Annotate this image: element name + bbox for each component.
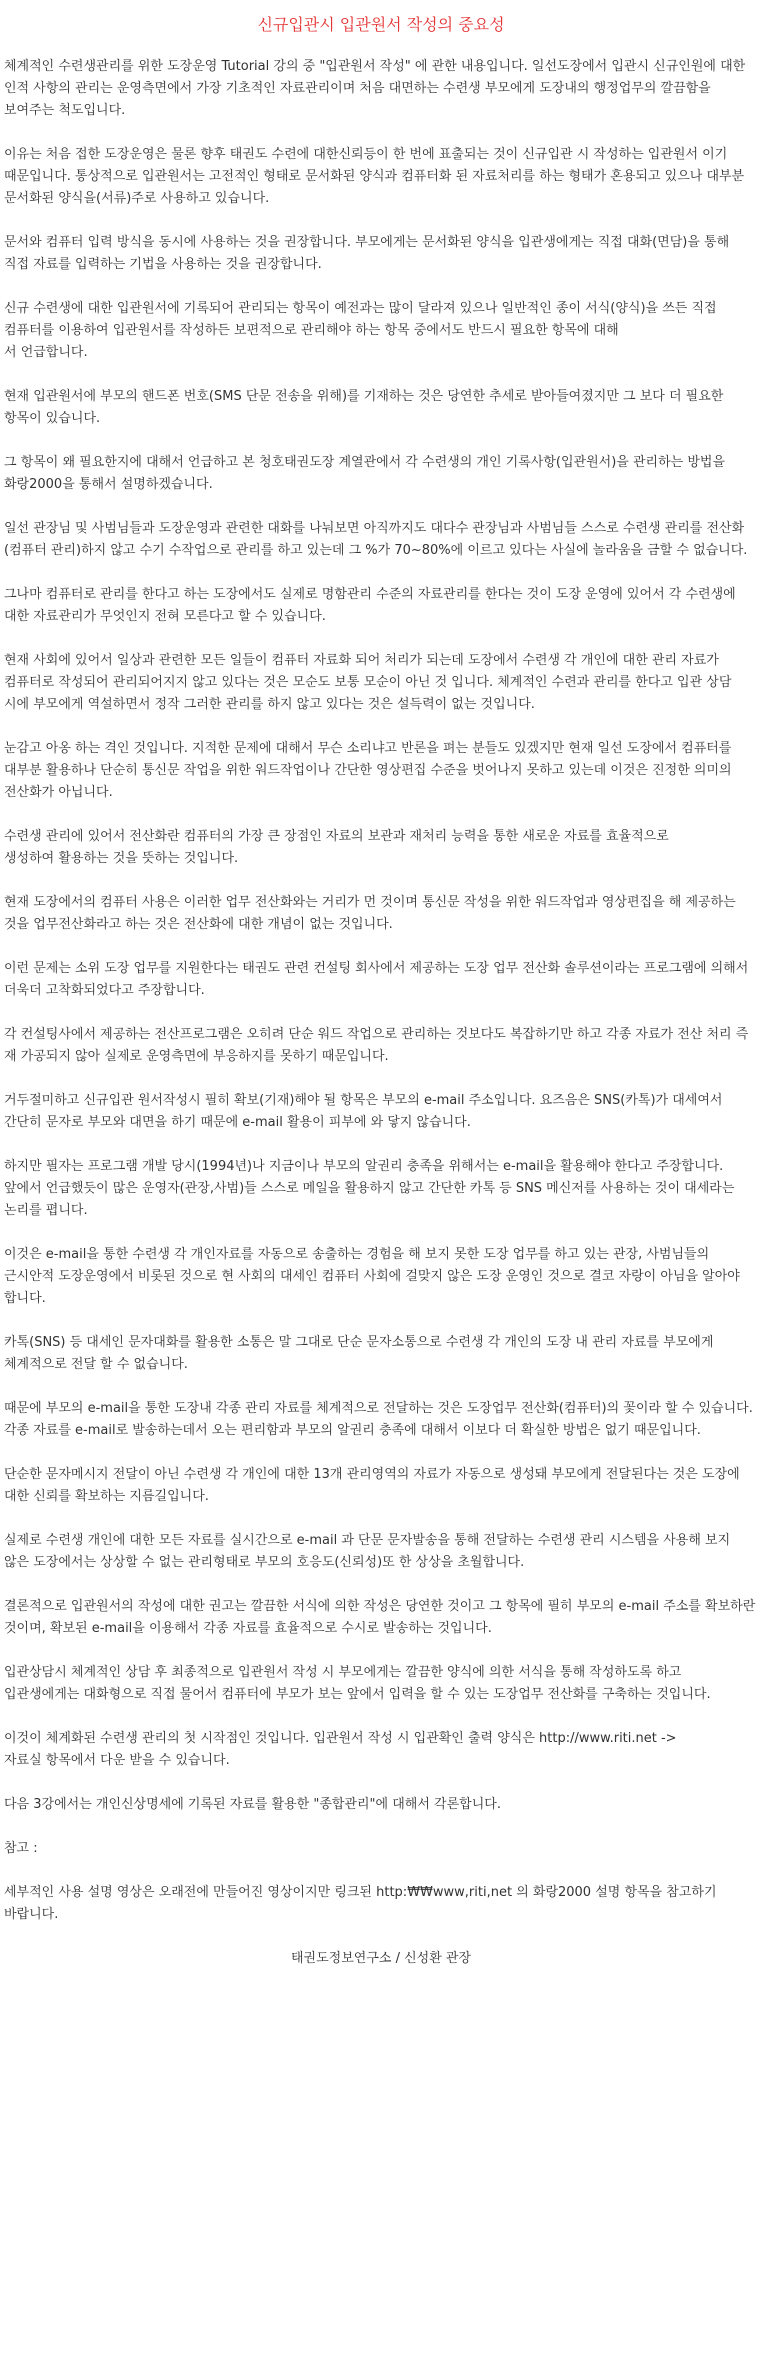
paragraph: 현재 입관원서에 부모의 핸드폰 번호(SMS 단문 전송을 위해)를 기재하는 것은 당연한 추세로 받아들여졌지만 그 보다 더 필요한 항목이 있습니다. xyxy=(4,389,724,426)
paragraph: 참고 : xyxy=(4,1841,38,1856)
paragraph: 수련생 관리에 있어서 전산화란 컴퓨터의 가장 큰 장점인 자료의 보관과 재처리 능력을 통한 새로운 자료를 효율적으로 생성하여 활용하는 것을 뜻하는 것입니다. xyxy=(4,829,669,866)
paragraph: 결론적으로 입관원서의 작성에 대한 권고는 깔끔한 서식에 의한 작성은 당연한 것이고 그 항목에 필히 부모의 e-mail 주소를 확보하란 것이며, 확보된 e-mail을 이용해서 각종 자료를 효율적으로 수시로 발송하는 것입니다. xyxy=(4,1599,756,1636)
paragraph: 세부적인 사용 설명 영상은 오래전에 만들어진 영상이지만 링크된 http:₩₩www,riti,net 의 화랑2000 설명 항목을 참고하기 바랍니다. xyxy=(4,1885,717,1922)
paragraph: 신규 수련생에 대한 입관원서에 기록되어 관리되는 항목이 예전과는 많이 달라져 있으나 일반적인 종이 서식(양식)을 쓰든 직접 컴퓨터를 이용하여 입관원서를 작성하든 보편적으로 관리해야 하는 항목 중에서도 반드시 필요한 항목에 대해 서 언급합니다. xyxy=(4,301,717,360)
document-title: 신규입관시 입관원서 작성의 중요성 xyxy=(257,15,505,34)
paragraph: 이유는 처음 접한 도장운영은 물론 향후 태권도 수련에 대한신뢰등이 한 번에 표출되는 것이 신규입관 시 작성하는 입관원서 이기 때문입니다. 통상적으로 입관원서는 고전적인 형태로 문서화된 양식과 컴퓨터화 된 자료처리를 하는 형태가 혼용되고 있으나 대부분 문서화된 양식을(서류)주로 사용하고 있습니다. xyxy=(4,147,745,206)
paragraph: 현재 사회에 있어서 일상과 관련한 모든 일들이 컴퓨터 자료화 되어 처리가 되는데 도장에서 수련생 각 개인에 대한 관리 자료가 컴퓨터로 작성되어 관리되어지지 않고 있다는 것은 모순도 보통 모순이 아닌 것 입니다. 체계적인 수련과 관리를 한다고 입관 상담 시에 부모에게 역설하면서 정작 그러한 관리를 하지 않고 있다는 것은 설득력이 없는 것입니다. xyxy=(4,653,732,712)
paragraph: 이것은 e-mail을 통한 수련생 각 개인자료를 자동으로 송출하는 경험을 해 보지 못한 도장 업무를 하고 있는 관장, 사범님들의 근시안적 도장운영에서 비롯된 것으로 현 사회의 대세인 컴퓨터 사회에 걸맞지 않은 도장 운영인 것으로 결코 자랑이 아님을 알아야 합니다. xyxy=(4,1247,740,1306)
paragraph: 그 항목이 왜 필요한지에 대해서 언급하고 본 청호태권도장 계열관에서 각 수련생의 개인 기록사항(입관원서)을 관리하는 방법을 화랑2000을 통해서 설명하겠습니다. xyxy=(4,455,726,492)
paragraph: 때문에 부모의 e-mail을 통한 도장내 각종 관리 자료를 체계적으로 전달하는 것은 도장업무 전산화(컴퓨터)의 꽃이라 할 수 있습니다. 각종 자료를 e-mail로 발송하는데서 오는 편리함과 부모의 알권리 충족에 대해서 이보다 더 확실한 방법은 없기 때문입니다. xyxy=(4,1401,753,1438)
paragraph: 체계적인 수련생관리를 위한 도장운영 Tutorial 강의 중 "입관원서 작성" 에 관한 내용입니다. 일선도장에서 입관시 신규인원에 대한 인적 사항의 관리는 운영측면에서 가장 기초적인 자료관리이며 처음 대면하는 수련생 부모에게 도장내의 행정업무의 깔끔함을 보여주는 척도입니다. xyxy=(4,59,746,118)
paragraph: 이것이 체계화된 수련생 관리의 첫 시작점인 것입니다. 입관원서 작성 시 입관확인 출력 양식은 http://www.riti.net -> 자료실 항목에서 다운 받을 수 있습니다. xyxy=(4,1731,677,1768)
paragraph: 문서와 컴퓨터 입력 방식을 동시에 사용하는 것을 권장합니다. 부모에게는 문서화된 양식을 입관생에게는 직접 대화(면담)을 통해 직접 자료를 입력하는 기법을 사용하는 것을 권장합니다. xyxy=(4,235,730,272)
paragraph: 현재 도장에서의 컴퓨터 사용은 이러한 업무 전산화와는 거리가 먼 것이며 통신문 작성을 위한 워드작업과 영상편집을 해 제공하는 것을 업무전산화라고 하는 것은 전산화에 대한 개념이 없는 것입니다. xyxy=(4,895,736,932)
paragraph: 일선 관장님 및 사범님들과 도장운영과 관련한 대화를 나눠보면 아직까지도 대다수 관장님과 사범님들 스스로 수련생 관리를 전산화(컴퓨터 관리)하지 않고 수기 수작업으로 관리를 하고 있는데 그 %가 70~80%에 이르고 있다는 사실에 놀라움을 금할 수 없습니다. xyxy=(4,521,748,558)
paragraph: 카톡(SNS) 등 대세인 문자대화를 활용한 소통은 말 그대로 단순 문자소통으로 수련생 각 개인의 도장 내 관리 자료를 부모에게 체계적으로 전달 할 수 없습니다. xyxy=(4,1335,714,1372)
paragraph: 입관상담시 체계적인 상담 후 최종적으로 입관원서 작성 시 부모에게는 깔끔한 양식에 의한 서식을 통해 작성하도록 하고 입관생에게는 대화형으로 직접 물어서 컴퓨터에 부모가 보는 앞에서 입력을 할 수 있는 도장업무 전산화를 구축하는 것입니다. xyxy=(4,1665,711,1702)
paragraph: 이런 문제는 소위 도장 업무를 지원한다는 태권도 관련 컨설팅 회사에서 제공하는 도장 업무 전산화 솔루션이라는 프로그램에 의해서 더욱더 고착화되었다고 주장합니다. xyxy=(4,961,749,998)
paragraph: 단순한 문자메시지 전달이 아닌 수련생 각 개인에 대한 13개 관리영역의 자료가 자동으로 생성돼 부모에게 전달된다는 것은 도장에 대한 신뢰를 확보하는 지름길입니다. xyxy=(4,1467,740,1504)
paragraph: 거두절미하고 신규입관 원서작성시 필히 확보(기재)해야 될 항목은 부모의 e-mail 주소입니다. 요즈음은 SNS(카톡)가 대세여서 간단히 문자로 부모와 대면을 하기 때문에 e-mail 활용이 피부에 와 닿지 않습니다. xyxy=(4,1093,723,1130)
author-footer: 태권도정보연구소 / 신성환 관장 xyxy=(290,1951,472,1966)
paragraph: 그나마 컴퓨터로 관리를 한다고 하는 도장에서도 실제로 명함관리 수준의 자료관리를 한다는 것이 도장 운영에 있어서 각 수련생에 대한 자료관리가 무엇인지 전혀 모른다고 할 수 있습니다. xyxy=(4,587,736,624)
paragraph: 다음 3강에서는 개인신상명세에 기록된 자료를 활용한 "종합관리"에 대해서 각론합니다. xyxy=(4,1797,501,1812)
paragraph: 하지만 필자는 프로그램 개발 당시(1994년)나 지금이나 부모의 알권리 충족을 위해서는 e-mail을 활용해야 한다고 주장합니다. 앞에서 언급했듯이 많은 운영자(관장,사범)들 스스로 메일을 활용하지 않고 간단한 카톡 등 SNS 메신저를 사용하는 것이 대세라는 논리를 폅니다. xyxy=(4,1159,735,1218)
paragraph: 실제로 수련생 개인에 대한 모든 자료를 실시간으로 e-mail 과 단문 문자발송을 통해 전달하는 수련생 관리 시스템을 사용해 보지 않은 도장에서는 상상할 수 없는 관리형태로 부모의 호응도(신뢰성)또 한 상상을 초월합니다. xyxy=(4,1533,731,1570)
paragraph: 눈감고 아옹 하는 격인 것입니다. 지적한 문제에 대해서 무슨 소리냐고 반론을 펴는 분들도 있겠지만 현재 일선 도장에서 컴퓨터를 대부분 활용하나 단순히 통신문 작업을 위한 워드작업이나 간단한 영상편집 수준을 벗어나지 못하고 있는데 이것은 진정한 의미의 전산화가 아닙니다. xyxy=(4,741,732,800)
paragraph: 각 컨설팅사에서 제공하는 전산프로그램은 오히려 단순 워드 작업으로 관리하는 것보다도 복잡하기만 하고 각종 자료가 전산 처리 즉 재 가공되지 않아 실제로 운영측면에 부응하지를 못하기 때문입니다. xyxy=(4,1027,749,1064)
